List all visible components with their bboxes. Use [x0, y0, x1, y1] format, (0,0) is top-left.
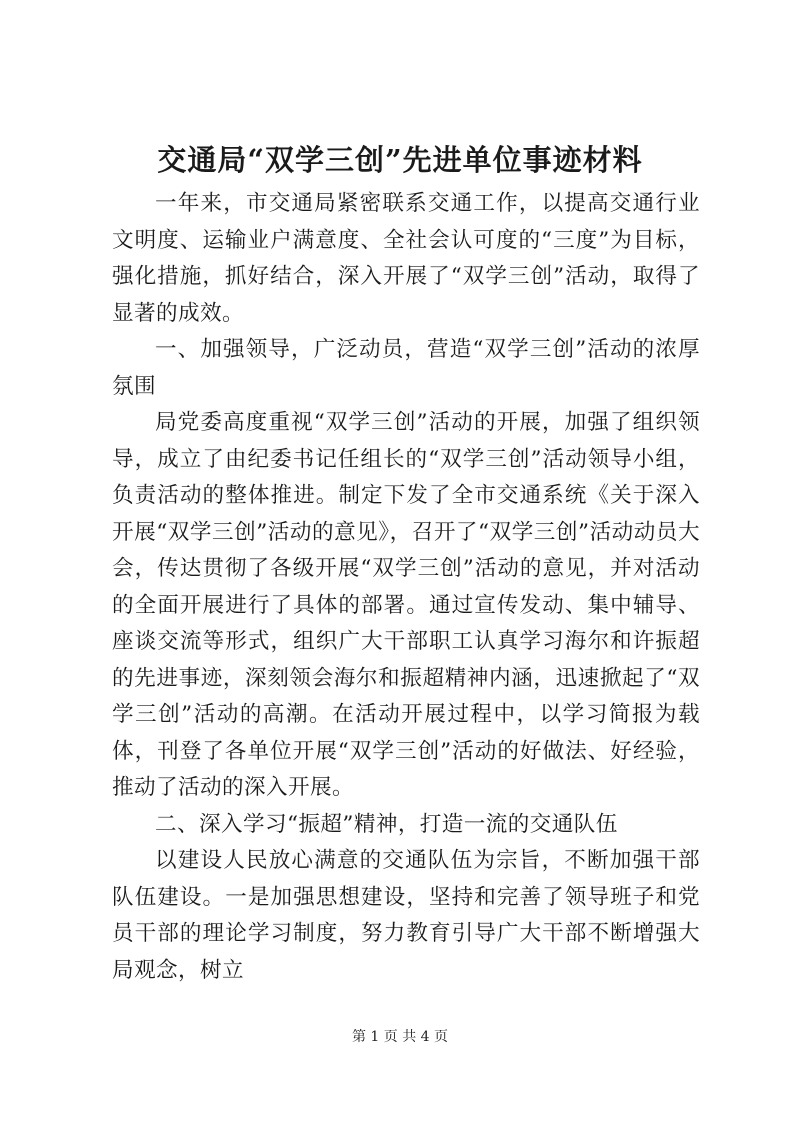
section-heading-2: 二、深入学习“振超”精神，打造一流的交通队伍 — [155, 811, 618, 837]
paragraph-section-1: 局党委高度重视“双学三创”活动的开展，加强了组织领导，成立了由纪委书记任组长的“双学三创”活动领导小组，负责活动的整体推进。制定下发了全市交通系统《关于深入开展“双学三创”活动的意见》，召开了“双学三创”活动动员大会，传达贯彻了各级开展“双学三创”活动的意见，并对活动的全面开展进行了具体的部署。通过宣传发动、集中辅导、座谈交流等形式，组织广大干部职工认真学习海尔和许振超的先进事迹，深刻领会海尔和振超精神内涵，迅速掀起了“双学三创”活动的高潮。在活动开展过程中，以学习简报为载体，刊登了各单位开展“双学三创”活动的好做法、好经验，推动了活动的深入开展。 — [112, 410, 700, 800]
document-title: 交通局“双学三创”先进单位事迹材料 — [157, 143, 643, 177]
paragraph-intro: 一年来，市交通局紧密联系交通工作，以提高交通行业文明度、运输业户满意度、全社会认可度的“三度”为目标，强化措施，抓好结合，深入开展了“双学三创”活动，取得了显著的成效。 — [112, 191, 700, 326]
document-body — [112, 186, 700, 989]
paragraph-section-2: 以建设人民放心满意的交通队伍为宗旨，不断加强干部队伍建设。一是加强思想建设，坚持和完善了领导班子和党员干部的理论学习制度，努力教育引导广大干部不断增强大局观念，树立 — [112, 848, 700, 983]
section-heading-1: 一、加强领导，广泛动员，营造“双学三创”活动的浓厚氛围 — [112, 337, 700, 399]
page-number-footer: 第 1 页 共 4 页 — [351, 1029, 449, 1045]
